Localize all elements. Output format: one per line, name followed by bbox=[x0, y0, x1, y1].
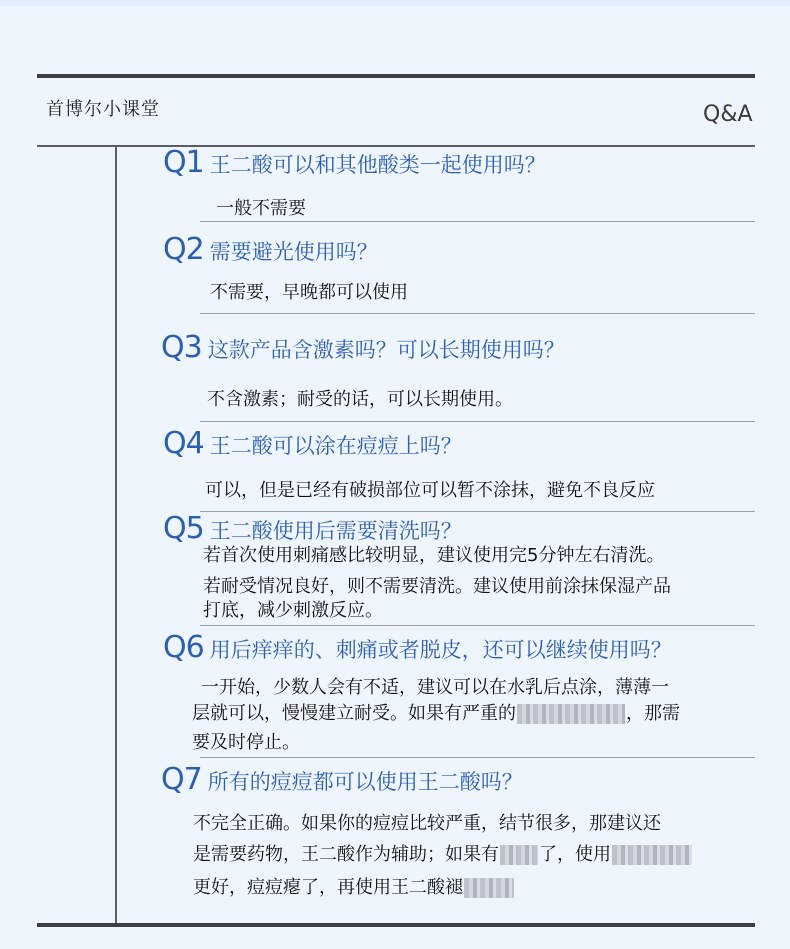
question-number: Q5 bbox=[163, 511, 204, 546]
answer-text: ，那需 bbox=[626, 703, 680, 724]
answer-6-line-3: 要及时停止。 bbox=[192, 732, 300, 753]
question-number: Q7 bbox=[161, 762, 202, 797]
left-vertical-rule bbox=[115, 147, 117, 923]
question-number: Q3 bbox=[161, 330, 202, 365]
separator bbox=[200, 625, 755, 626]
separator bbox=[200, 421, 755, 422]
separator bbox=[200, 313, 755, 314]
question-text: 这款产品含激素吗？可以长期使用吗？ bbox=[207, 338, 565, 362]
blurred-text bbox=[517, 704, 625, 724]
blurred-text bbox=[464, 878, 514, 898]
answer-5-line-3: 打底，减少刺激反应。 bbox=[203, 600, 383, 621]
answer-text: 是需要药物，王二酸作为辅助；如果有 bbox=[193, 844, 499, 865]
question-1 bbox=[163, 145, 546, 180]
question-text: 用后痒痒的、刺痛或者脱皮，还可以继续使用吗？ bbox=[209, 638, 672, 662]
answer-text: 了，使用 bbox=[539, 844, 611, 865]
question-2 bbox=[163, 232, 378, 267]
answer-6-line-1: 一开始，少数人会有不适，建议可以在水乳后点涂，薄薄一 bbox=[201, 677, 669, 698]
blurred-text bbox=[612, 845, 692, 865]
question-4 bbox=[163, 426, 462, 461]
top-rule bbox=[37, 74, 755, 78]
question-number: Q2 bbox=[163, 232, 204, 267]
answer-5-line-1: 若首次使用刺痛感比较明显，建议使用完5分钟左右清洗。 bbox=[203, 545, 665, 566]
answer-4: 可以，但是已经有破损部位可以暂不涂抹，避免不良反应 bbox=[205, 480, 655, 501]
answer-3: 不含激素；耐受的话，可以长期使用。 bbox=[207, 389, 513, 410]
separator bbox=[200, 757, 755, 758]
top-strip bbox=[0, 0, 790, 6]
question-6 bbox=[163, 630, 672, 665]
question-5 bbox=[163, 511, 462, 546]
answer-7-line-2 bbox=[193, 841, 693, 869]
bottom-rule bbox=[37, 923, 755, 927]
brand-title: 首博尔小课堂 bbox=[46, 99, 160, 120]
blurred-text bbox=[500, 845, 538, 865]
question-number: Q6 bbox=[163, 630, 204, 665]
question-number: Q4 bbox=[163, 426, 204, 461]
question-text: 所有的痘痘都可以使用王二酸吗？ bbox=[207, 770, 523, 794]
answer-5-line-2: 若耐受情况良好，则不需要清洗。建议使用前涂抹保湿产品 bbox=[203, 576, 671, 597]
answer-7-line-3 bbox=[193, 874, 515, 902]
question-text: 需要避光使用吗？ bbox=[209, 240, 378, 264]
answer-text: 更好，痘痘瘪了，再使用王二酸褪 bbox=[193, 877, 463, 898]
question-7 bbox=[161, 762, 523, 797]
question-text: 王二酸使用后需要清洗吗？ bbox=[209, 519, 462, 543]
question-number: Q1 bbox=[163, 145, 204, 180]
answer-text: 层就可以，慢慢建立耐受。如果有严重的 bbox=[192, 703, 516, 724]
question-text: 王二酸可以涂在痘痘上吗？ bbox=[209, 434, 462, 458]
qa-tag: Q&A bbox=[703, 102, 753, 127]
question-text: 王二酸可以和其他酸类一起使用吗？ bbox=[209, 153, 546, 177]
separator bbox=[200, 221, 755, 222]
question-3 bbox=[161, 330, 565, 365]
answer-2: 不需要，早晚都可以使用 bbox=[210, 282, 408, 303]
answer-1: 一般不需要 bbox=[216, 198, 306, 219]
answer-6-line-2 bbox=[192, 700, 680, 728]
answer-7-line-1: 不完全正确。如果你的痘痘比较严重，结节很多，那建议还 bbox=[193, 813, 661, 834]
